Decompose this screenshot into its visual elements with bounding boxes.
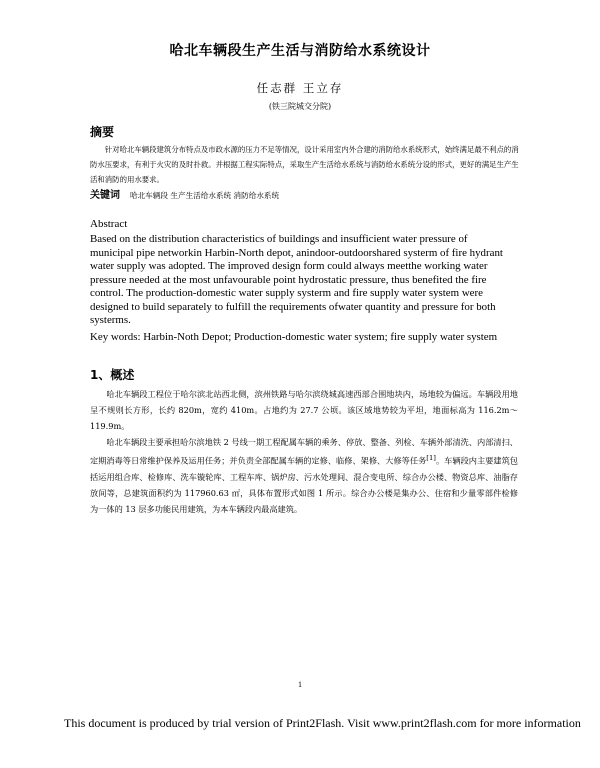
keywords-en: Key words: Harbin-Noth Depot; Production-domestic water system; fire supply water system <box>90 331 498 343</box>
keywords-cn-label: 关键词 <box>90 190 120 201</box>
paper-title: 哈北车辆段生产生活与消防给水系统设计 <box>169 43 431 59</box>
overview-paragraph-1: 哈北车辆段工程位于哈尔滨北站西北侧，滨州铁路与哈尔滨绕城高速西部合围地块内，场地较为偏远。车辆段用地呈不规则长方形，长约 820m，宽约 410m。占地约为 27.7 公顷。该区域地势较为平坦，地面标高为 116.2m～119.9m。 <box>90 389 518 431</box>
paragraph-2-text-a: 哈北车辆段主要承担哈尔滨地铁 2 号线一期工程配属车辆的乘务、停放、整备、列检、车辆外部清洗、内部清扫、定期消毒等日常维护保养及运用任务；并负责全部配属车辆的定修、临修、架修、大修等任务 <box>90 437 518 466</box>
trial-version-notice: This document is produced by trial version of Print2Flash. Visit www.print2flash.com for more information <box>64 716 581 730</box>
abstract-cn-heading: 摘要 <box>90 125 115 139</box>
keywords-cn-text: 哈北车辆段 生产生活给水系统 消防给水系统 <box>130 191 280 200</box>
paragraph-2-text-b: 。车辆段内主要建筑包括运用组合库、检修库、洗车镟轮库、工程车库、锅炉房、污水处理间、混合变电所、综合办公楼、物资总库、油脂存放间等，总建筑面积约为 117960.63 ㎡，具体布置形式如图 1 所示。综合办公楼是集办公、住宿和少量零部件检修为一体的 13 层多功能民用建筑，为本车辆段内最高建筑。 <box>90 455 518 514</box>
overview-paragraph-2 <box>90 434 518 517</box>
section-heading-overview: 1、概述 <box>90 368 135 382</box>
page-number: 1 <box>298 680 302 689</box>
affiliation: (铁三院城交分院) <box>268 102 332 111</box>
authors: 任志群 王立存 <box>256 81 344 95</box>
keywords-cn <box>90 186 279 201</box>
abstract-en-heading: Abstract <box>90 218 128 230</box>
citation-ref[interactable]: [1] <box>426 454 436 462</box>
abstract-cn-text: 针对哈北车辆段建筑分布特点及市政水源的压力不足等情况，设计采用室内外合建的消防给水系统形式，始终满足最不利点的消防水压要求，有利于火灾的及时扑救。并根据工程实际特点，采取生产生活给水系统与消防给水系统分设的形式，更好的满足生产生活和消防的用水要求。 <box>90 145 519 184</box>
abstract-en-text: Based on the distribution characteristics of buildings and insufficient water pressure of municipal pipe networkin Harbin-North depot, anindoor-outdoorshared systerm of fire hydrant water supply was adopted. The improved design form could always meetthe working water pressure needed at the most unfavourable point hydrostatic pressure, thus benefited the fire control. The production-domestic water supply systerm and fire supply water system were designed to build separately to fulfill the requirements ofwater quantity and pressure for both systerms. <box>90 233 503 326</box>
